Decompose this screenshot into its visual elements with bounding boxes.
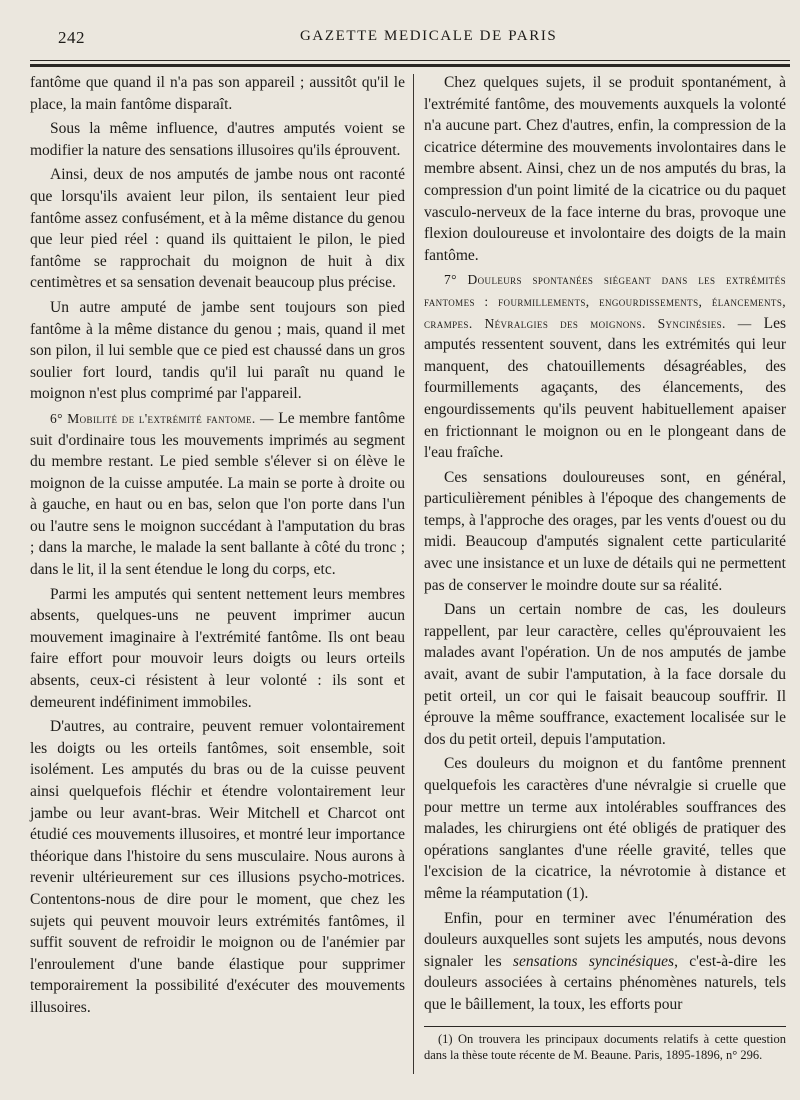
paragraph: Un autre amputé de jambe sent toujours son pied fantôme à la même distance du genou ; mais, quand il met son pilon, il lui semble que ce pied est chaussé dans un gros soulier fort lourd, tandis qu'il lui paraît nu quand le moignon n'est plus comprimé par l'appareil.	[30, 298, 405, 403]
paragraph: Ces sensations douloureuses sont, en général, particulièrement pénibles à l'époque des changements de temps, à l'approche des orages, par les vents d'ouest ou du midi. Beaucoup d'amputés signalent cette particularité avec une insistance et un luxe de détails qui ne permettent pas de conserver le moindre doute sur sa réalité.	[424, 468, 786, 594]
section-7-paragraph	[424, 269, 786, 463]
text-run: Enfin, pour en terminer avec l'énumération des douleurs auxquelles sont sujets les amputés, nous devons signaler les	[424, 909, 786, 970]
paragraph: Dans un certain nombre de cas, les douleurs rappellent, par leur caractère, celles qu'éprouvaient les malades avant l'opération. Un de nos amputés de jambe avait, avant de subir l'amputation, à la face dorsale du petit orteil, un cor qui le faisait beaucoup souffrir. Il éprouve la même souffrance, exactement localisée sur le dos du petit orteil, depuis l'amputation.	[424, 601, 786, 748]
paragraph: Ainsi, deux de nos amputés de jambe nous ont raconté que lorsqu'ils avaient leur pilon, ils sentaient leur pied fantôme assez confusément, et à la même distance du genou que leur pied réel : quand ils quittaient le pilon, le pied fantôme se rapprochait du moignon de huit à dix centimètres et sa sensation devenait beaucoup plus précise.	[30, 166, 405, 292]
page-header	[30, 22, 790, 52]
footnote: (1) On trouvera les principaux documents relatifs à cette question dans la thèse toute récente de M. Beaune. Paris, 1895-1896, n° 296.	[424, 1031, 786, 1062]
column-divider	[413, 74, 414, 1074]
section-7-text: Les amputés ressentent souvent, dans les extrémités qui leur manquent, des chatouillements désagréables, des fourmillements agaçants, des élancements, des engourdissements qu'ils peuvent habituellement apaiser en frictionnant le moignon ou en le plongeant dans de l'eau fraîche.	[424, 314, 786, 462]
paragraph: Ces douleurs du moignon et du fantôme prennent quelquefois les caractères d'une névralgie si cruelle que pour mettre un terme aux intolérables souffrances des malades, les chirurgiens ont été obligés de pratiquer des opérations sanglantes d'une réelle gravité, telles que l'excision de la cicatrice, la névrotomie à distance et même la réamputation (1).	[424, 755, 786, 902]
running-title: GAZETTE MEDICALE DE PARIS	[300, 28, 558, 44]
paragraph: D'autres, au contraire, peuvent remuer volontairement les doigts ou les orteils fantômes, soit ensemble, soit isolément. Les amputés du bras ou de la cuisse peuvent ainsi quelquefois fléchir et étendre volontairement leur jambe ou leur avant-bras. Weir Mitchell et Charcot ont étudié ces mouvements illusoires, et montré leur importance théorique dans l'histoire du sens musculaire. Nous aurons à revenir ultérieurement sur ces illusions psycho-motrices. Contentons-nous de dire pour le moment, que chez les sujets qui peuvent mouvoir leurs extrémités fantômes, il suffit souvent de refroidir le moignon ou de l'anémier par l'enroulement d'une bande élastique pour supprimer temporairement la possibilité d'exécuter des mouvements illusoires.	[30, 718, 405, 1016]
left-column	[30, 72, 405, 1022]
header-rule	[30, 60, 790, 67]
section-7-heading: 7° Douleurs spontanées siégeant dans les extrémités fantomes : fourmillements, engourdissements, élancements, crampes. Névralgies des moignons. Syncinésies. —	[424, 272, 786, 331]
section-6-paragraph	[30, 408, 405, 581]
italic-term: sensations syncinésiques	[512, 952, 675, 970]
right-column	[424, 72, 786, 1063]
section-6-text: Le membre fantôme suit d'ordinaire tous les mouvements imprimés au segment du membre restant. Le pied semble s'élever si on élève le moignon de la cuisse amputée. La main se porte à droite ou à gauche, en haut ou en bas, selon que l'on porte dans l'un ou l'autre sens le moignon succédant à l'amputation du bras ; dans la marche, le malade la sent ballante à côté du tronc ; dans le lit, il la sent étendue le long du corps, etc.	[30, 409, 406, 579]
page-number: 242	[58, 28, 85, 47]
paragraph: Sous la même influence, d'autres amputés voient se modifier la nature des sensations illusoires qu'ils éprouvent.	[30, 120, 405, 159]
footnote-rule	[424, 1026, 786, 1027]
text-run: , c'est-à-dire les douleurs associées à certains phénomènes naturels, tels que le bâillement, la toux, les efforts pour	[424, 952, 786, 1013]
paragraph	[424, 908, 786, 1016]
paragraph: Chez quelques sujets, il se produit spontanément, à l'extrémité fantôme, des mouvements auxquels la volonté n'a aucune part. Chez d'autres, enfin, la compression de la cicatrice détermine des mouvements involontaires dans le membre absent. Ainsi, chez un de nos amputés du bras, la compression d'un point limité de la cicatrice ou du paquet vasculo-nerveux de la face interne du bras, provoque une flexion douloureuse et involontaire des doigts de la main fantôme.	[424, 74, 786, 264]
section-6-heading: 6° Mobilité de l'extrémité fantome. —	[50, 410, 274, 426]
paragraph: fantôme que quand il n'a pas son appareil ; aussitôt qu'il le place, la main fantôme disparaît.	[30, 74, 405, 113]
paragraph: Parmi les amputés qui sentent nettement leurs membres absents, quelques-uns ne peuvent imprimer aucun mouvement imaginaire à l'extrémité fantôme. Ils ont beau faire effort pour mouvoir leurs doigts ou leurs orteils absents, ceux-ci résistent à leur volonté : ils sont et demeurent indéfiniment immobiles.	[30, 585, 405, 711]
